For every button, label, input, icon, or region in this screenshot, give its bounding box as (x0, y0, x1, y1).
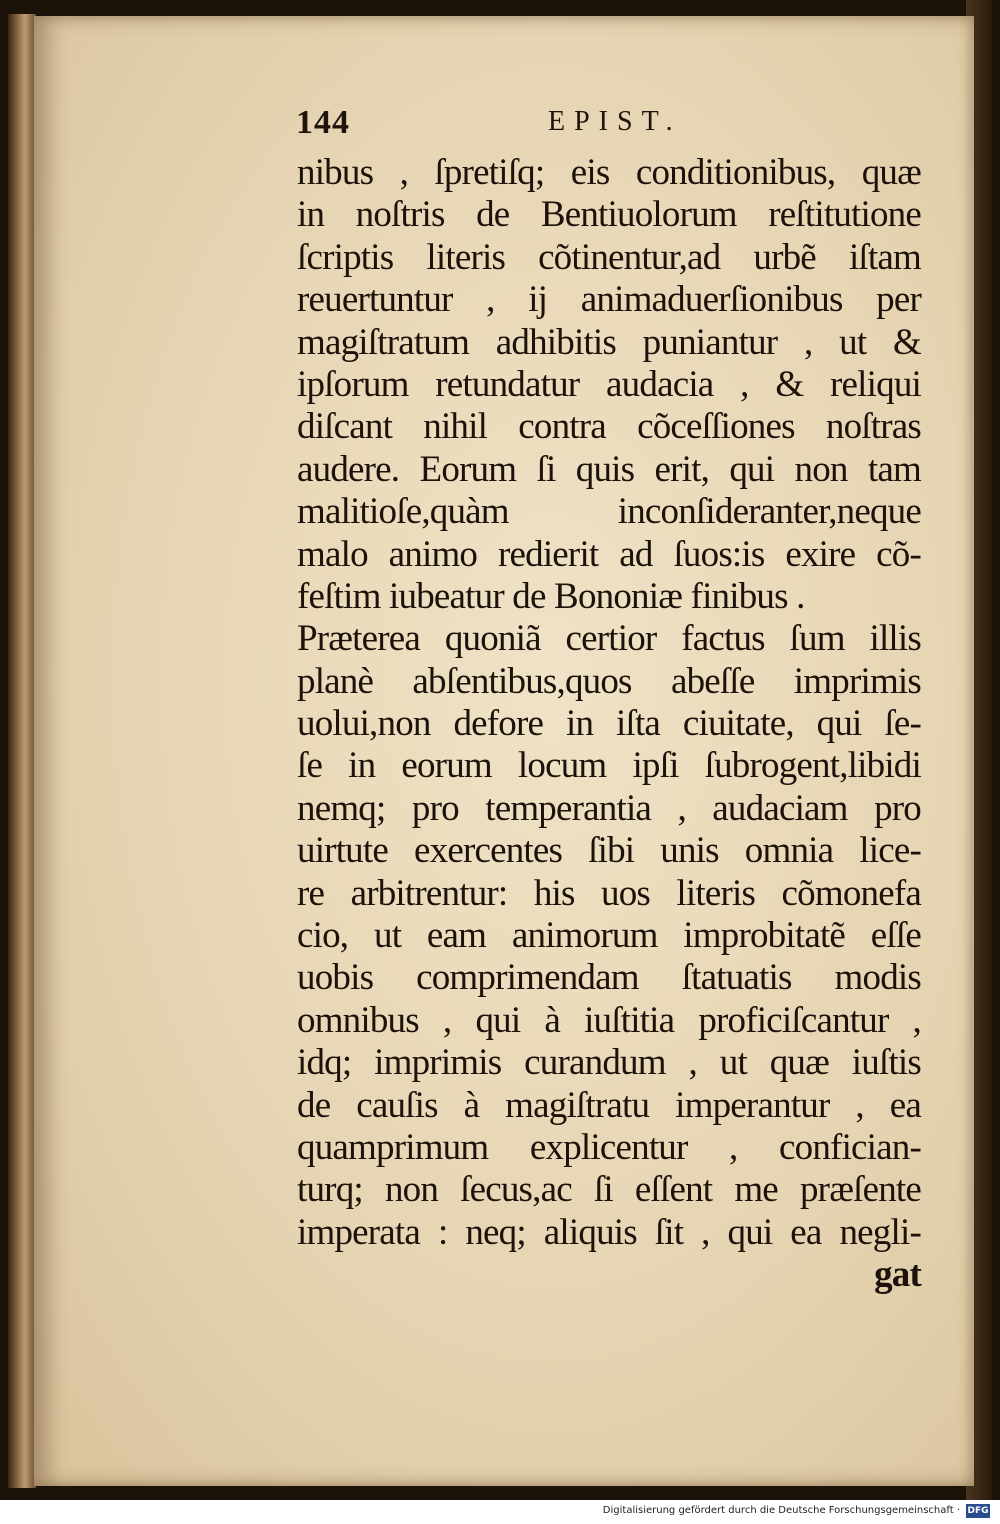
text-line: audere. Eorum ſi quis erit, qui non tam (297, 448, 921, 490)
page-edge-left (8, 14, 36, 1488)
text-line: ſe in eorum locum ipſi ſubrogent,libidi (297, 745, 921, 787)
funding-credit: Digitalisierung gefördert durch die Deutsche Forschungsgemeinschaft · (602, 1505, 960, 1516)
text-line: reuertuntur , ij animaduerſionibus per (297, 279, 921, 321)
page-header (296, 104, 936, 144)
text-line: omnibus , qui à iuſtitia proficiſcantur , (297, 999, 921, 1041)
text-line: feſtim iubeatur de Bononiæ finibus . (297, 575, 805, 617)
text-line: in noſtris de Bentiuolorum reſtitutione (297, 194, 921, 236)
text-line: nibus , ſpretiſq; eis conditionibus, quæ (297, 152, 921, 193)
text-line: Præterea quoniã certior factus ſum illis (297, 618, 921, 660)
text-line: magiſtratum adhibitis puniantur , ut & (297, 321, 921, 363)
text-line: malo animo redierit ad ſuos:is exire cõ- (297, 533, 921, 575)
running-head: EPIST. (548, 106, 682, 137)
text-line: ſcriptis literis cõtinentur,ad urbẽ iſtam (297, 236, 921, 278)
catchword: gat (874, 1254, 921, 1296)
footer-bar (0, 1500, 1000, 1524)
text-line: nemq; pro temperantia , audaciam pro (297, 787, 921, 829)
page-number: 144 (296, 104, 350, 141)
body-text (297, 152, 921, 1297)
text-line: uobis comprimendam ſtatuatis modis (297, 957, 921, 999)
text-line: uolui,non defore in iſta ciuitate, qui ſe- (297, 703, 921, 745)
text-line: idq; imprimis curandum , ut quæ iuſtis (297, 1042, 921, 1084)
text-line: turq; non ſecus,ac ſi eſſent me præſente (297, 1169, 921, 1211)
text-line: diſcant nihil contra cõceſſiones noſtras (297, 406, 921, 448)
dfg-logo: DFG (967, 1506, 989, 1516)
text-line: imperata : neq; aliquis ſit , qui ea negli- (297, 1211, 921, 1253)
text-line: re arbitrentur: his uos literis cõmonefa (297, 872, 921, 914)
text-line: cio, ut eam animorum improbitatẽ eſſe (297, 915, 921, 957)
text-line: de cauſis à magiſtratu imperantur , ea (297, 1084, 921, 1126)
text-line: ipſorum retundatur audacia , & reliqui (297, 363, 921, 405)
text-line: quamprimum explicentur , confician- (297, 1126, 921, 1168)
text-line: malitioſe,quàm inconſideranter,neque (297, 491, 921, 533)
text-line: uirtute exercentes ſibi unis omnia lice- (297, 830, 921, 872)
text-line: planè abſentibus,quos abeſſe imprimis (297, 660, 921, 702)
